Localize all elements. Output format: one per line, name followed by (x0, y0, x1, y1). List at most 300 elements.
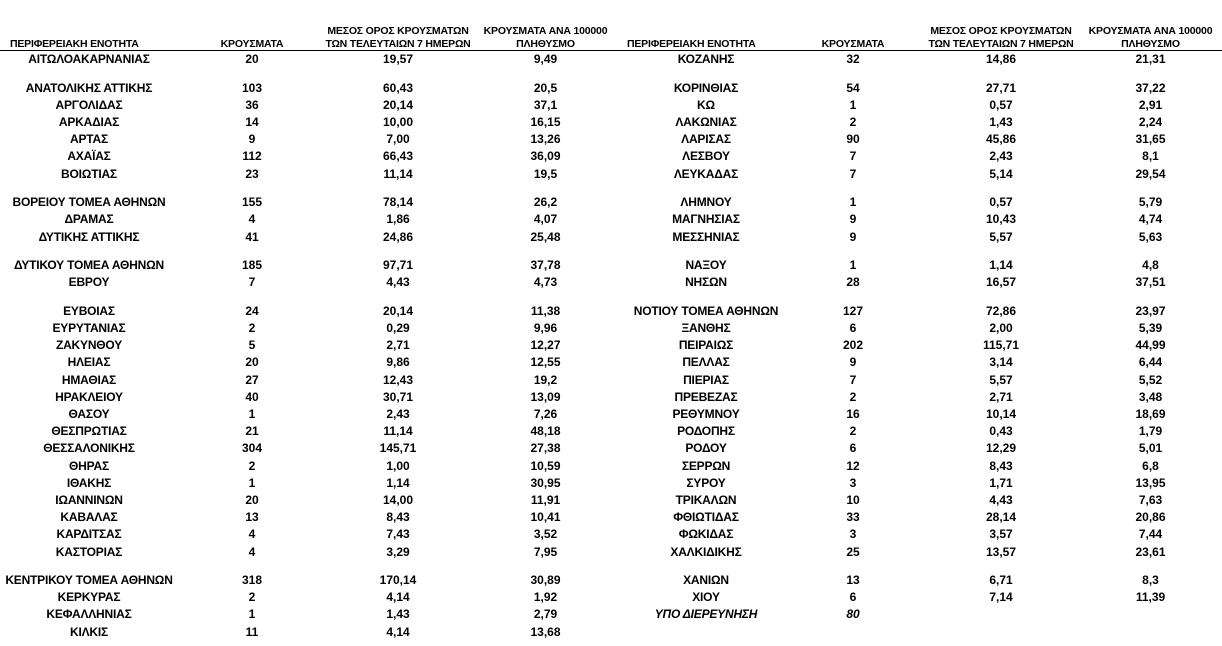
avg7-cell: 11,14 (383, 424, 413, 439)
cases-cell: 80 (846, 607, 860, 622)
cases-cell: 2 (248, 321, 256, 336)
per100k-cell: 4,8 (1142, 258, 1159, 273)
avg7-cell: 27,71 (985, 80, 1017, 95)
header-avg7: ΜΕΣΟΣ ΟΡΟΣ ΚΡΟΥΣΜΑΤΩΝ ΤΩΝ ΤΕΛΕΥΤΑΙΩΝ 7 ΗΜΕΡΩΝ (325, 25, 471, 50)
per100k-cell: 13,26 (530, 132, 561, 147)
avg7-cell: 7,14 (989, 590, 1013, 605)
cases-cell: 4 (248, 212, 256, 227)
region-cell: ΡΕΘΥΜΝΟΥ (672, 407, 740, 421)
region-cell: ΛΕΥΚΑΔΑΣ (673, 166, 739, 181)
avg7-cell: 8,43 (989, 458, 1013, 473)
table-row (611, 291, 1222, 320)
per100k-cell: 36,09 (530, 149, 561, 164)
cases-cell: 20 (245, 52, 259, 66)
cases-cell: 2 (248, 590, 256, 605)
cases-cell: 11 (245, 624, 259, 639)
table-row (611, 606, 1222, 623)
table-row (0, 372, 611, 389)
region-cell: ΤΡΙΚΑΛΩΝ (675, 492, 737, 507)
cases-cell: 304 (241, 441, 263, 456)
per100k-cell: 10,41 (530, 510, 561, 525)
region-cell: ΘΗΡΑΣ (69, 458, 109, 473)
table-row (0, 68, 611, 97)
per100k-cell: 4,07 (533, 212, 558, 227)
per100k-cell: 19,5 (533, 166, 558, 181)
avg7-cell: 1,00 (386, 458, 410, 473)
table-row (611, 246, 1222, 275)
avg7-cell: 0,57 (989, 195, 1013, 210)
table-row (611, 423, 1222, 440)
cases-cell: 32 (846, 52, 860, 66)
per100k-cell: 12,27 (530, 338, 561, 353)
table-header-left (0, 0, 611, 50)
avg7-cell: 170,14 (379, 573, 417, 588)
avg7-cell: 12,43 (382, 372, 414, 387)
per100k-cell: 37,51 (1135, 275, 1166, 290)
cases-cell: 9 (849, 355, 857, 370)
avg7-cell: 30,71 (382, 389, 414, 404)
cases-cell: 10 (846, 492, 860, 507)
avg7-cell: 3,14 (989, 355, 1013, 370)
cases-cell: 7 (849, 149, 857, 164)
region-cell: ΠΕΛΛΑΣ (682, 355, 730, 370)
region-cell: ΚΟΡΙΝΘΙΑΣ (673, 80, 739, 95)
avg7-cell: 14,86 (985, 52, 1017, 66)
cases-cell: 9 (849, 229, 857, 244)
per100k-cell: 5,39 (1138, 321, 1163, 336)
per100k-cell: 21,31 (1135, 52, 1166, 66)
avg7-cell: 145,71 (379, 441, 417, 456)
table-row (0, 624, 611, 641)
avg7-cell: 72,86 (985, 303, 1017, 318)
avg7-cell: 7,43 (386, 527, 410, 542)
cases-cell: 16 (846, 407, 860, 421)
region-cell: ΚΑΒΑΛΑΣ (60, 510, 118, 525)
per100k-cell: 4,73 (533, 275, 558, 290)
table-row (611, 354, 1222, 371)
region-cell: ΗΡΑΚΛΕΙΟΥ (55, 389, 123, 404)
table-row (611, 440, 1222, 457)
region-cell: ΜΑΓΝΗΣΙΑΣ (672, 212, 740, 227)
cases-cell: 5 (248, 338, 256, 353)
table-row (611, 389, 1222, 406)
table-row (0, 589, 611, 606)
table-row (611, 475, 1222, 492)
avg7-cell: 2,43 (386, 407, 410, 421)
cases-cell: 2 (849, 424, 857, 439)
avg7-cell: 5,14 (989, 166, 1013, 181)
cases-cell: 7 (248, 275, 256, 290)
per100k-cell: 31,65 (1135, 132, 1166, 147)
cases-cell: 155 (241, 195, 263, 210)
avg7-cell: 11,14 (383, 166, 413, 181)
header-region: ΠΕΡΙΦΕΡΕΙΑΚΗ ΕΝΟΤΗΤΑ (627, 37, 756, 50)
region-cell: ΛΕΣΒΟΥ (682, 149, 730, 164)
region-cell: ΛΑΚΩΝΙΑΣ (675, 114, 737, 129)
region-cell: ΠΡΕΒΕΖΑΣ (674, 389, 738, 404)
region-cell: ΑΝΑΤΟΛΙΚΗΣ ΑΤΤΙΚΗΣ (25, 80, 153, 95)
avg7-cell: 5,57 (989, 372, 1013, 387)
table-row (0, 51, 611, 68)
per100k-cell: 30,95 (530, 475, 561, 490)
table-row (0, 526, 611, 543)
cases-cell: 33 (846, 510, 860, 525)
avg7-cell: 66,43 (382, 149, 414, 164)
table-row (611, 544, 1222, 561)
avg7-cell: 97,71 (382, 258, 414, 273)
avg7-cell: 2,71 (386, 338, 410, 353)
avg7-cell: 12,29 (985, 441, 1017, 456)
cases-cell: 1 (849, 195, 857, 210)
region-cell: ΕΥΒΟΙΑΣ (63, 303, 115, 318)
avg7-cell: 10,14 (985, 407, 1017, 421)
region-cell: ΔΡΑΜΑΣ (64, 212, 114, 227)
table-row (0, 492, 611, 509)
table-row (0, 423, 611, 440)
table-row (0, 131, 611, 148)
table-row (611, 183, 1222, 212)
region-cell: ΦΩΚΙΔΑΣ (678, 527, 734, 542)
region-cell: ΦΘΙΩΤΙΔΑΣ (673, 510, 739, 525)
per100k-cell: 13,95 (1135, 475, 1166, 490)
avg7-cell: 7,00 (386, 132, 410, 147)
per100k-cell: 18,69 (1135, 407, 1166, 421)
region-cell: ΚΟΖΑΝΗΣ (677, 52, 735, 66)
per100k-cell (1085, 606, 1216, 623)
per100k-cell: 23,97 (1135, 303, 1166, 318)
cases-cell: 1 (248, 607, 256, 622)
cases-cell: 41 (245, 229, 259, 244)
table-row (611, 561, 1222, 590)
cases-cell: 4 (248, 527, 256, 542)
region-cell: ΣΕΡΡΩΝ (681, 458, 731, 473)
per100k-cell: 25,48 (530, 229, 561, 244)
table-row (0, 229, 611, 246)
avg7-cell: 10,43 (985, 212, 1017, 227)
table-row (611, 509, 1222, 526)
per100k-cell: 11,38 (530, 303, 561, 318)
table-row (611, 337, 1222, 354)
avg7-cell: 4,43 (989, 492, 1013, 507)
avg7-cell: 1,43 (386, 607, 410, 622)
table-row (0, 606, 611, 623)
per100k-cell: 13,68 (530, 624, 561, 639)
region-cell: ΚΕΡΚΥΡΑΣ (57, 590, 121, 605)
region-cell: ΚΕΝΤΡΙΚΟΥ ΤΟΜΕΑ ΑΘΗΝΩΝ (5, 573, 173, 588)
region-cell: ΛΑΡΙΣΑΣ (681, 132, 731, 147)
per100k-cell: 26,2 (533, 195, 558, 210)
per100k-cell: 29,54 (1135, 166, 1166, 181)
avg7-cell: 1,43 (989, 114, 1013, 129)
table-row (611, 406, 1222, 423)
cases-cell: 20 (245, 492, 259, 507)
avg7-cell: 0,57 (989, 97, 1013, 112)
per100k-cell: 16,15 (530, 114, 561, 129)
avg7-cell: 78,14 (382, 195, 414, 210)
table-row (611, 97, 1222, 114)
table-row (611, 68, 1222, 97)
per100k-cell: 19,2 (533, 372, 558, 387)
table-row (611, 492, 1222, 509)
table-header-right (611, 0, 1222, 50)
avg7-cell: 20,14 (382, 97, 414, 112)
per100k-cell: 5,63 (1138, 229, 1163, 244)
region-cell: ΗΜΑΘΙΑΣ (61, 372, 117, 387)
cases-cell: 7 (849, 372, 857, 387)
per100k-cell: 7,95 (533, 544, 558, 559)
region-cell: ΜΕΣΣΗΝΙΑΣ (672, 229, 740, 244)
avg7-cell: 10,00 (382, 114, 414, 129)
header-per100k: ΚΡΟΥΣΜΑΤΑ ΑΝΑ 100000 ΠΛΗΘΥΣΜΟ (483, 25, 608, 50)
per100k-cell: 37,22 (1135, 80, 1166, 95)
region-cell: ΔΥΤΙΚΗΣ ΑΤΤΙΚΗΣ (38, 229, 140, 244)
region-cell: ΝΟΤΙΟΥ ΤΟΜΕΑ ΑΘΗΝΩΝ (633, 303, 779, 318)
header-cases: ΚΡΟΥΣΜΑΤΑ (821, 37, 885, 50)
header-divider (0, 50, 1222, 51)
region-cell: ΙΩΑΝΝΙΝΩΝ (55, 492, 123, 507)
cases-cell: 27 (245, 372, 259, 387)
region-cell: ΧΑΝΙΩΝ (683, 573, 729, 588)
cases-cell: 185 (241, 258, 263, 273)
table-row (0, 166, 611, 183)
per100k-cell: 2,24 (1138, 114, 1163, 129)
avg7-cell (921, 606, 1081, 623)
per100k-cell: 2,91 (1138, 97, 1163, 112)
avg7-cell: 2,71 (989, 389, 1013, 404)
cases-cell: 25 (846, 544, 860, 559)
cases-cell: 36 (245, 97, 259, 112)
cases-cell: 40 (245, 389, 259, 404)
cases-cell: 7 (849, 166, 857, 181)
avg7-cell: 5,57 (989, 229, 1013, 244)
region-cell: ΒΟΡΕΙΟΥ ΤΟΜΕΑ ΑΘΗΝΩΝ (12, 195, 166, 210)
cases-cell: 1 (849, 258, 857, 273)
region-cell: ΘΑΣΟΥ (68, 407, 110, 421)
table-row (0, 354, 611, 371)
per100k-cell: 27,38 (530, 441, 561, 456)
avg7-cell: 1,14 (386, 475, 410, 490)
cases-cell: 2 (248, 458, 256, 473)
region-cell: ΝΑΞΟΥ (685, 258, 727, 273)
cases-cell: 24 (245, 303, 259, 318)
table-row (611, 458, 1222, 475)
table-row (0, 183, 611, 212)
table-right-half (611, 0, 1222, 646)
per100k-cell: 11,39 (1135, 590, 1166, 605)
region-cell: ΕΥΡΥΤΑΝΙΑΣ (52, 321, 126, 336)
cases-cell: 14 (245, 114, 259, 129)
table-row (0, 148, 611, 165)
cases-cell: 3 (849, 475, 857, 490)
per100k-cell: 1,92 (533, 590, 558, 605)
cases-cell: 90 (846, 132, 860, 147)
avg7-cell: 1,86 (386, 212, 410, 227)
region-cell: ΡΟΔΟΥ (685, 441, 727, 456)
cases-cell: 112 (242, 149, 262, 164)
cases-cell: 1 (248, 475, 256, 490)
per100k-cell: 37,78 (530, 258, 561, 273)
per100k-cell: 2,79 (533, 607, 558, 622)
region-cell: ΠΕΙΡΑΙΩΣ (678, 338, 734, 353)
cases-cell: 13 (245, 510, 259, 525)
avg7-cell: 14,00 (382, 492, 414, 507)
avg7-cell: 2,43 (989, 149, 1013, 164)
avg7-cell: 28,14 (985, 510, 1017, 525)
avg7-cell: 45,86 (985, 132, 1017, 147)
avg7-cell: 0,29 (386, 321, 410, 336)
header-per100k: ΚΡΟΥΣΜΑΤΑ ΑΝΑ 100000 ΠΛΗΘΥΣΜΟ (1088, 25, 1213, 50)
per100k-cell: 9,49 (533, 52, 558, 66)
cases-cell: 54 (846, 80, 860, 95)
avg7-cell: 115,71 (982, 338, 1020, 353)
region-cell: ΚΩ (697, 97, 715, 112)
per100k-cell: 5,52 (1138, 372, 1163, 387)
cases-cell: 28 (846, 275, 860, 290)
table-row (0, 274, 611, 291)
per100k-cell: 23,61 (1135, 544, 1166, 559)
region-cell: ΑΙΤΩΛΟΑΚΑΡΝΑΝΙΑΣ (28, 52, 150, 66)
table-row (0, 561, 611, 590)
table-row (0, 97, 611, 114)
per100k-cell: 44,99 (1135, 338, 1166, 353)
per100k-cell: 30,89 (530, 573, 561, 588)
table-row (611, 589, 1222, 606)
cases-cell: 1 (849, 97, 857, 112)
cases-cell: 6 (849, 590, 857, 605)
per100k-cell: 5,01 (1138, 441, 1163, 456)
table-row (0, 406, 611, 423)
avg7-cell: 3,57 (989, 527, 1013, 542)
region-cell: ΑΡΤΑΣ (70, 132, 108, 147)
avg7-cell: 9,86 (386, 355, 410, 370)
avg7-cell: 3,29 (386, 544, 410, 559)
table-row (611, 526, 1222, 543)
table-row (0, 544, 611, 561)
avg7-cell: 1,14 (989, 258, 1013, 273)
region-cell: ΕΒΡΟΥ (68, 275, 110, 290)
table-row (611, 51, 1222, 68)
cases-cell: 318 (241, 573, 263, 588)
per100k-cell: 10,59 (530, 458, 561, 473)
cases-cell: 13 (846, 573, 860, 588)
avg7-cell: 6,71 (989, 573, 1013, 588)
per100k-cell: 6,44 (1138, 355, 1163, 370)
cases-cell: 2 (849, 389, 857, 404)
table-row (611, 372, 1222, 389)
region-cell: ΛΗΜΝΟΥ (680, 195, 732, 210)
avg7-cell: 60,43 (382, 80, 414, 95)
table-row (611, 148, 1222, 165)
region-cell: ΥΠΟ ΔΙΕΡΕΥΝΗΣΗ (654, 607, 758, 622)
table-row (611, 229, 1222, 246)
table-row (611, 320, 1222, 337)
cases-cell: 9 (248, 132, 256, 147)
table-row (0, 114, 611, 131)
header-region: ΠΕΡΙΦΕΡΕΙΑΚΗ ΕΝΟΤΗΤΑ (10, 37, 139, 50)
cases-cell: 6 (849, 321, 857, 336)
region-cell: ΧΑΛΚΙΔΙΚΗΣ (670, 544, 742, 559)
table-row (0, 320, 611, 337)
table-row (611, 211, 1222, 228)
region-cell: ΣΥΡΟΥ (686, 475, 726, 490)
table-row (611, 114, 1222, 131)
avg7-cell: 4,14 (386, 590, 410, 605)
region-cell: ΚΑΡΔΙΤΣΑΣ (56, 527, 122, 542)
per100k-cell: 7,63 (1138, 492, 1163, 507)
region-cell: ΑΧΑΪΑΣ (67, 149, 111, 164)
table-body-right (611, 51, 1222, 624)
region-cell: ΠΙΕΡΙΑΣ (683, 372, 729, 387)
per100k-cell: 3,48 (1138, 389, 1163, 404)
cases-cell: 202 (842, 338, 864, 353)
per100k-cell: 1,79 (1138, 424, 1163, 439)
cases-cell: 21 (245, 424, 259, 439)
table-row (0, 440, 611, 457)
avg7-cell: 2,00 (989, 321, 1013, 336)
per100k-cell: 5,79 (1138, 195, 1163, 210)
per100k-cell: 9,96 (533, 321, 558, 336)
header-cases: ΚΡΟΥΣΜΑΤΑ (220, 37, 284, 50)
per100k-cell: 7,44 (1138, 527, 1163, 542)
per100k-cell: 6,8 (1142, 458, 1159, 473)
region-cell: ΒΟΙΩΤΙΑΣ (61, 166, 117, 181)
per100k-cell: 20,86 (1135, 510, 1166, 525)
cases-cell: 1 (248, 407, 256, 421)
per100k-cell: 8,1 (1142, 149, 1159, 164)
cases-cell: 2 (849, 114, 857, 129)
table-row (611, 166, 1222, 183)
per100k-cell: 13,09 (530, 389, 561, 404)
region-cell: ΗΛΕΙΑΣ (67, 355, 111, 370)
table-row (0, 389, 611, 406)
table-row (0, 291, 611, 320)
avg7-cell: 13,57 (985, 544, 1017, 559)
cases-cell: 4 (248, 544, 256, 559)
avg7-cell: 1,71 (989, 475, 1013, 490)
per100k-cell: 8,3 (1142, 573, 1159, 588)
avg7-cell: 19,57 (382, 52, 414, 66)
per100k-cell: 37,1 (533, 97, 558, 112)
cases-cell: 9 (849, 212, 857, 227)
per100k-cell: 11,91 (530, 492, 561, 507)
region-cell: ΘΕΣΠΡΩΤΙΑΣ (51, 424, 127, 439)
table-row (611, 131, 1222, 148)
cases-cell: 127 (842, 303, 864, 318)
region-cell: ΖΑΚΥΝΘΟΥ (55, 338, 123, 353)
avg7-cell: 8,43 (386, 510, 410, 525)
avg7-cell: 24,86 (382, 229, 414, 244)
per100k-cell: 4,74 (1138, 212, 1163, 227)
table-row (0, 337, 611, 354)
region-cell: ΞΑΝΘΗΣ (681, 321, 731, 336)
table-row (0, 246, 611, 275)
region-cell: ΙΘΑΚΗΣ (66, 475, 112, 490)
table-row (611, 274, 1222, 291)
region-cell: ΑΡΚΑΔΙΑΣ (58, 114, 120, 129)
avg7-cell: 0,43 (989, 424, 1013, 439)
region-cell: ΚΑΣΤΟΡΙΑΣ (55, 544, 123, 559)
table-row (0, 509, 611, 526)
cases-cell: 3 (849, 527, 857, 542)
cases-cell: 20 (245, 355, 259, 370)
region-cell: ΚΙΛΚΙΣ (69, 624, 108, 639)
region-cell: ΡΟΔΟΠΗΣ (677, 424, 735, 439)
table-body-left (0, 51, 611, 641)
table-row (0, 475, 611, 492)
cases-cell: 12 (846, 458, 860, 473)
per100k-cell: 48,18 (530, 424, 561, 439)
avg7-cell: 20,14 (382, 303, 414, 318)
